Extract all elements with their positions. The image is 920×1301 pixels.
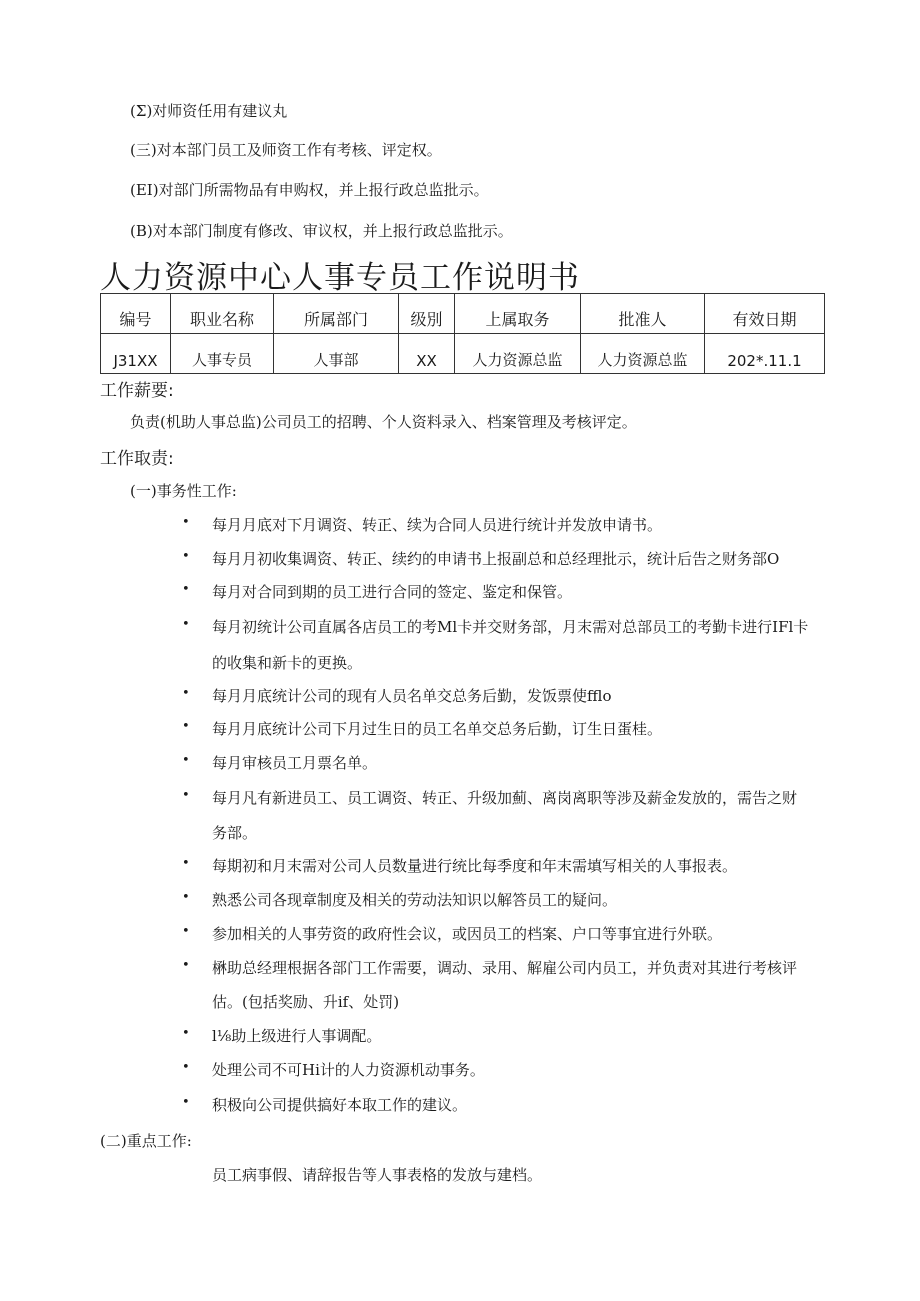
header-cell-department: 所属部门 [274, 294, 399, 334]
rights-item-5: (B)对本部门制度有修改、审议权，并上报行政总监批示。 [130, 222, 513, 240]
bullet-icon: • [182, 617, 190, 632]
bullet-icon: • [182, 1060, 190, 1075]
header-cell-supervisor: 上属取务 [455, 294, 581, 334]
header-cell-effective-date: 有效日期 [705, 294, 825, 334]
section-routine-label: (一)事务性工作: [130, 482, 237, 500]
list-item: 积极向公司提供搞好本取工作的建议。 [212, 1096, 468, 1114]
list-item: 每月月底统计公司下月过生日的员工名单交总务后勤，订生日蛋桂。 [212, 720, 663, 738]
bullet-icon: • [182, 686, 190, 701]
cell-approver: 人力资源总监 [581, 334, 705, 374]
list-item: 每月月底统计公司的现有人员名单交总务后勤，发饭票使fflo [212, 687, 612, 705]
bullet-icon: • [182, 1095, 190, 1110]
bullet-icon: • [182, 788, 190, 803]
bullet-icon: • [182, 958, 190, 973]
summary-text: 负责(机助人事总监)公司员工的招聘、个人资料录入、档案管理及考核评定。 [130, 413, 637, 431]
list-item: 熟悉公司各现章制度及相关的劳动法知识以解答员工的疑问。 [212, 891, 618, 909]
bullet-icon: • [182, 924, 190, 939]
list-item: l⅛助上级进行人事调配。 [212, 1027, 382, 1045]
header-cell-approver: 批准人 [581, 294, 705, 334]
bullet-icon: • [182, 582, 190, 597]
list-item: 楙助总经理根据各部门工作需要，调动、录用、解雇公司内员工，并负责对其进行考核评 [212, 959, 798, 977]
bullet-icon: • [182, 890, 190, 905]
list-item: 每月审核员工月票名单。 [212, 754, 378, 772]
rights-item-2: (Σ)对师资任用有建议丸 [130, 102, 288, 120]
job-info-table [100, 293, 825, 374]
summary-heading: 工作薪要: [100, 381, 174, 401]
list-item: 每期初和月末需对公司人员数量进行统比每季度和年末需填写相关的人事报表。 [212, 857, 738, 875]
bullet-icon: • [182, 856, 190, 871]
document-title: 人力资源中心人事专员工作说明书 [100, 260, 580, 296]
cell-job-title: 人事专员 [171, 334, 274, 374]
list-item: 参加相关的人事劳资的政府性会议，或因员工的档案、户口等事宜进行外联。 [212, 925, 723, 943]
header-cell-job-title: 职业名称 [171, 294, 274, 334]
section-key-text: 员工病事假、请辞报告等人事表格的发放与建档。 [212, 1166, 543, 1184]
rights-item-3: (三)对本部门员工及师资工作有考核、评定权。 [130, 141, 442, 159]
cell-department: 人事部 [274, 334, 399, 374]
list-item: 每月对合同到期的员工进行合同的签定、鉴定和保管。 [212, 583, 573, 601]
table-row [101, 334, 825, 374]
list-item: 每月月底对下月调资、转正、续为合同人员进行统计并发放申请书。 [212, 516, 663, 534]
list-item: 处理公司不可Hi计的人力资源机动事务。 [212, 1061, 485, 1079]
bullet-icon: • [182, 719, 190, 734]
bullet-icon: • [182, 753, 190, 768]
header-cell-level: 级別 [399, 294, 455, 334]
table-header-row [101, 294, 825, 334]
list-item-continuation: 务部。 [212, 824, 258, 842]
header-cell-code: 编号 [101, 294, 171, 334]
list-item-continuation: 的收集和新卡的更换。 [212, 654, 363, 672]
rights-item-4: (EI)对部门所需物品有申购权，并上报行政总监批示。 [130, 181, 489, 199]
cell-level: XX [399, 334, 455, 374]
bullet-icon: • [182, 515, 190, 530]
cell-supervisor: 人力资源总监 [455, 334, 581, 374]
section-key-label: (二)重点工作: [100, 1132, 192, 1150]
duties-heading: 工作取责: [100, 449, 174, 469]
cell-effective-date: 202*.11.1 [705, 334, 825, 374]
list-item: 每月初统计公司直属各店员工的考Ml卡并交财务部，月末需对总部员工的考勤卡进行IFl卡 [212, 618, 809, 636]
bullet-icon: • [182, 1026, 190, 1041]
list-item: 每月凡有新进员工、员工调资、转正、升级加薊、离岗离职等涉及薪金发放的，需告之财 [212, 789, 798, 807]
cell-code: J31XX [101, 334, 171, 374]
list-item: 每月月初收集调资、转正、续约的申请书上报副总和总经理批示，统计后告之财务部O [212, 550, 780, 568]
list-item-continuation: 估。(包括奖励、升if、处罚) [212, 993, 400, 1011]
bullet-icon: • [182, 549, 190, 564]
